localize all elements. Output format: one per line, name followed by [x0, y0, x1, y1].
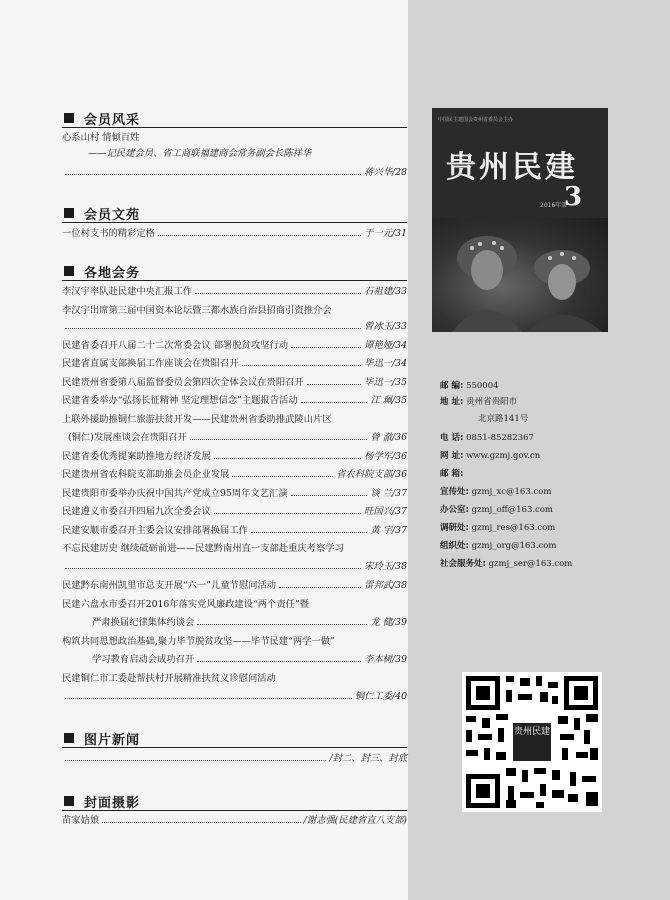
section-header [62, 263, 407, 279]
cover-title: 贵州民建 [446, 150, 578, 185]
toc-entry[interactable]: 一位村支书的精彩定格 于一元/31 [62, 228, 407, 239]
section-header [62, 793, 407, 809]
info-row: 北京路141号 [478, 414, 529, 424]
toc-entry-byline: 蒋兴华/28 [62, 166, 407, 179]
toc-entry[interactable]: 李汉宇率队赴民建中央汇报工作 石祖建/33 [62, 286, 407, 297]
toc-entry[interactable]: 民建贵州省委第八届监督委员会第四次全体会议在贵阳召开 毕迅一/35 [62, 377, 407, 388]
magazine-cover [432, 108, 608, 332]
toc-entry[interactable]: 李汉宇出席第三届中国资本论坛暨三都水族自治县招商引资推介会 [62, 305, 332, 316]
square-bullet-icon [64, 266, 74, 276]
section-title: 图片新闻 [84, 733, 141, 748]
toc-entry[interactable]: 民建省委优秀提案助推地方经济发展 杨学军/36 [62, 451, 407, 462]
section-rule [62, 810, 407, 811]
section-title: 封面摄影 [84, 796, 141, 811]
toc-entry-continued: (铜仁)发展座谈会在贵阳召开 曾 澈/36 [68, 432, 407, 443]
cover-photo [432, 218, 608, 332]
toc-entry-byline: 宋玲玉/38 [62, 560, 407, 573]
toc-entry[interactable]: 民建六盘水市委召开2016年落实党风廉政建设“两个责任”暨 [62, 599, 309, 610]
toc-entry[interactable]: 民建省委召开八届二十二次常委会议 部署脱贫攻坚行动 谭艳娅/34 [62, 340, 407, 351]
toc-entry[interactable]: 民建黔东南州凯里市总支开展“六一”儿童节慰问活动 雷邦武/38 [62, 580, 407, 591]
toc-entry[interactable]: 民建省直属支部换届工作座谈会在贵阳召开 毕迅一/34 [62, 358, 407, 369]
section-header [62, 205, 407, 221]
toc-entry[interactable]: 不忘民建历史 继续砥砺前进——民建黔南州直一支部赴重庆考察学习 [62, 543, 344, 554]
info-row[interactable]: 调研处: gzmj_res@163.com [440, 523, 556, 533]
info-row: 电 话: 0851-85282367 [440, 433, 534, 443]
info-row: 邮 编: 550004 [440, 381, 499, 391]
toc-entry-continued: 学习教育启动会成功召开 李本树/39 [92, 654, 407, 665]
toc-entry-byline: 曾冰玉/33 [62, 320, 407, 333]
section-header [62, 730, 407, 746]
section-title: 会员风采 [84, 113, 141, 128]
section-rule [62, 280, 407, 281]
info-row[interactable]: 社会服务处: gzmj_ser@163.com [440, 559, 573, 569]
info-row[interactable]: 办公室: gzmj_off@163.com [440, 505, 553, 515]
qr-center-logo-text: 贵州民建 [513, 727, 550, 737]
section-title: 会员文苑 [84, 208, 141, 223]
toc-entry[interactable]: 民建铜仁市工委赴帮扶村开展精准扶贫义诊慰问活动 [62, 673, 276, 684]
cover-publisher-text: 中国民主建国会贵州省委员会主办 [438, 117, 514, 123]
toc-entry[interactable]: 构筑共同思想政治基础,聚力毕节脱贫攻坚——毕节民建“两学一做” [62, 636, 335, 647]
section-rule [62, 222, 407, 223]
toc-entry[interactable]: 心系山村 情倾百姓 [62, 132, 140, 143]
info-row: 邮 箱: [440, 469, 464, 479]
square-bullet-icon [64, 733, 74, 743]
qr-code[interactable] [462, 672, 602, 812]
section-title: 各地会务 [84, 266, 141, 281]
cover-year: 2016年第 [540, 202, 568, 209]
cover-issue-number: 3 [564, 182, 583, 212]
toc-entry[interactable]: 民建贵州省农科院支部助推会员企业发展 省农科院支部/36 [62, 469, 407, 480]
toc-entry[interactable]: 民建遵义市委召开四届九次全委会议 旺国兴/37 [62, 506, 407, 517]
section-rule [62, 747, 407, 748]
info-row[interactable]: 宣传处: gzmj_xc@163.com [440, 487, 552, 497]
cover-figures-illustration [432, 218, 608, 332]
info-row[interactable]: 网 址: www.gzmj.gov.cn [440, 451, 541, 461]
section-header [62, 110, 407, 126]
square-bullet-icon [64, 208, 74, 218]
toc-entry-continued: 严肃换届纪律集体约谈会 龙 健/39 [92, 617, 407, 628]
square-bullet-icon [64, 796, 74, 806]
toc-entry-subtitle: ——记民建会员、省工商联福建商会常务副会长陈祥华 [88, 148, 312, 159]
toc-entry[interactable]: 民建安顺市委召开主委会议安排部署换届工作 黄 宇/37 [62, 525, 407, 536]
info-row: 地 址: 贵州省贵阳市 [440, 397, 518, 407]
square-bullet-icon [64, 113, 74, 123]
info-row[interactable]: 组织处: gzmj_org@163.com [440, 541, 557, 551]
toc-entry[interactable]: 苗家姑娘 /谢志强(民建省直八支部) [62, 815, 407, 826]
toc-entry[interactable]: 民建省委举办“弘扬长征精神 坚定理想信念”主题报告活动 江 珮/35 [62, 395, 407, 406]
toc-entry[interactable]: 民建贵阳市委举办庆祝中国共产党成立95周年文艺汇演 谈 兰/37 [62, 488, 407, 499]
toc-entry[interactable]: /封二、封三、封底 [62, 752, 407, 765]
toc-entry-byline: 铜仁工委/40 [62, 690, 407, 703]
section-rule [62, 127, 407, 128]
toc-entry[interactable]: 上联外援助推铜仁旅游扶贫开发——民建贵州省委助推武陵山片区 [62, 414, 332, 425]
